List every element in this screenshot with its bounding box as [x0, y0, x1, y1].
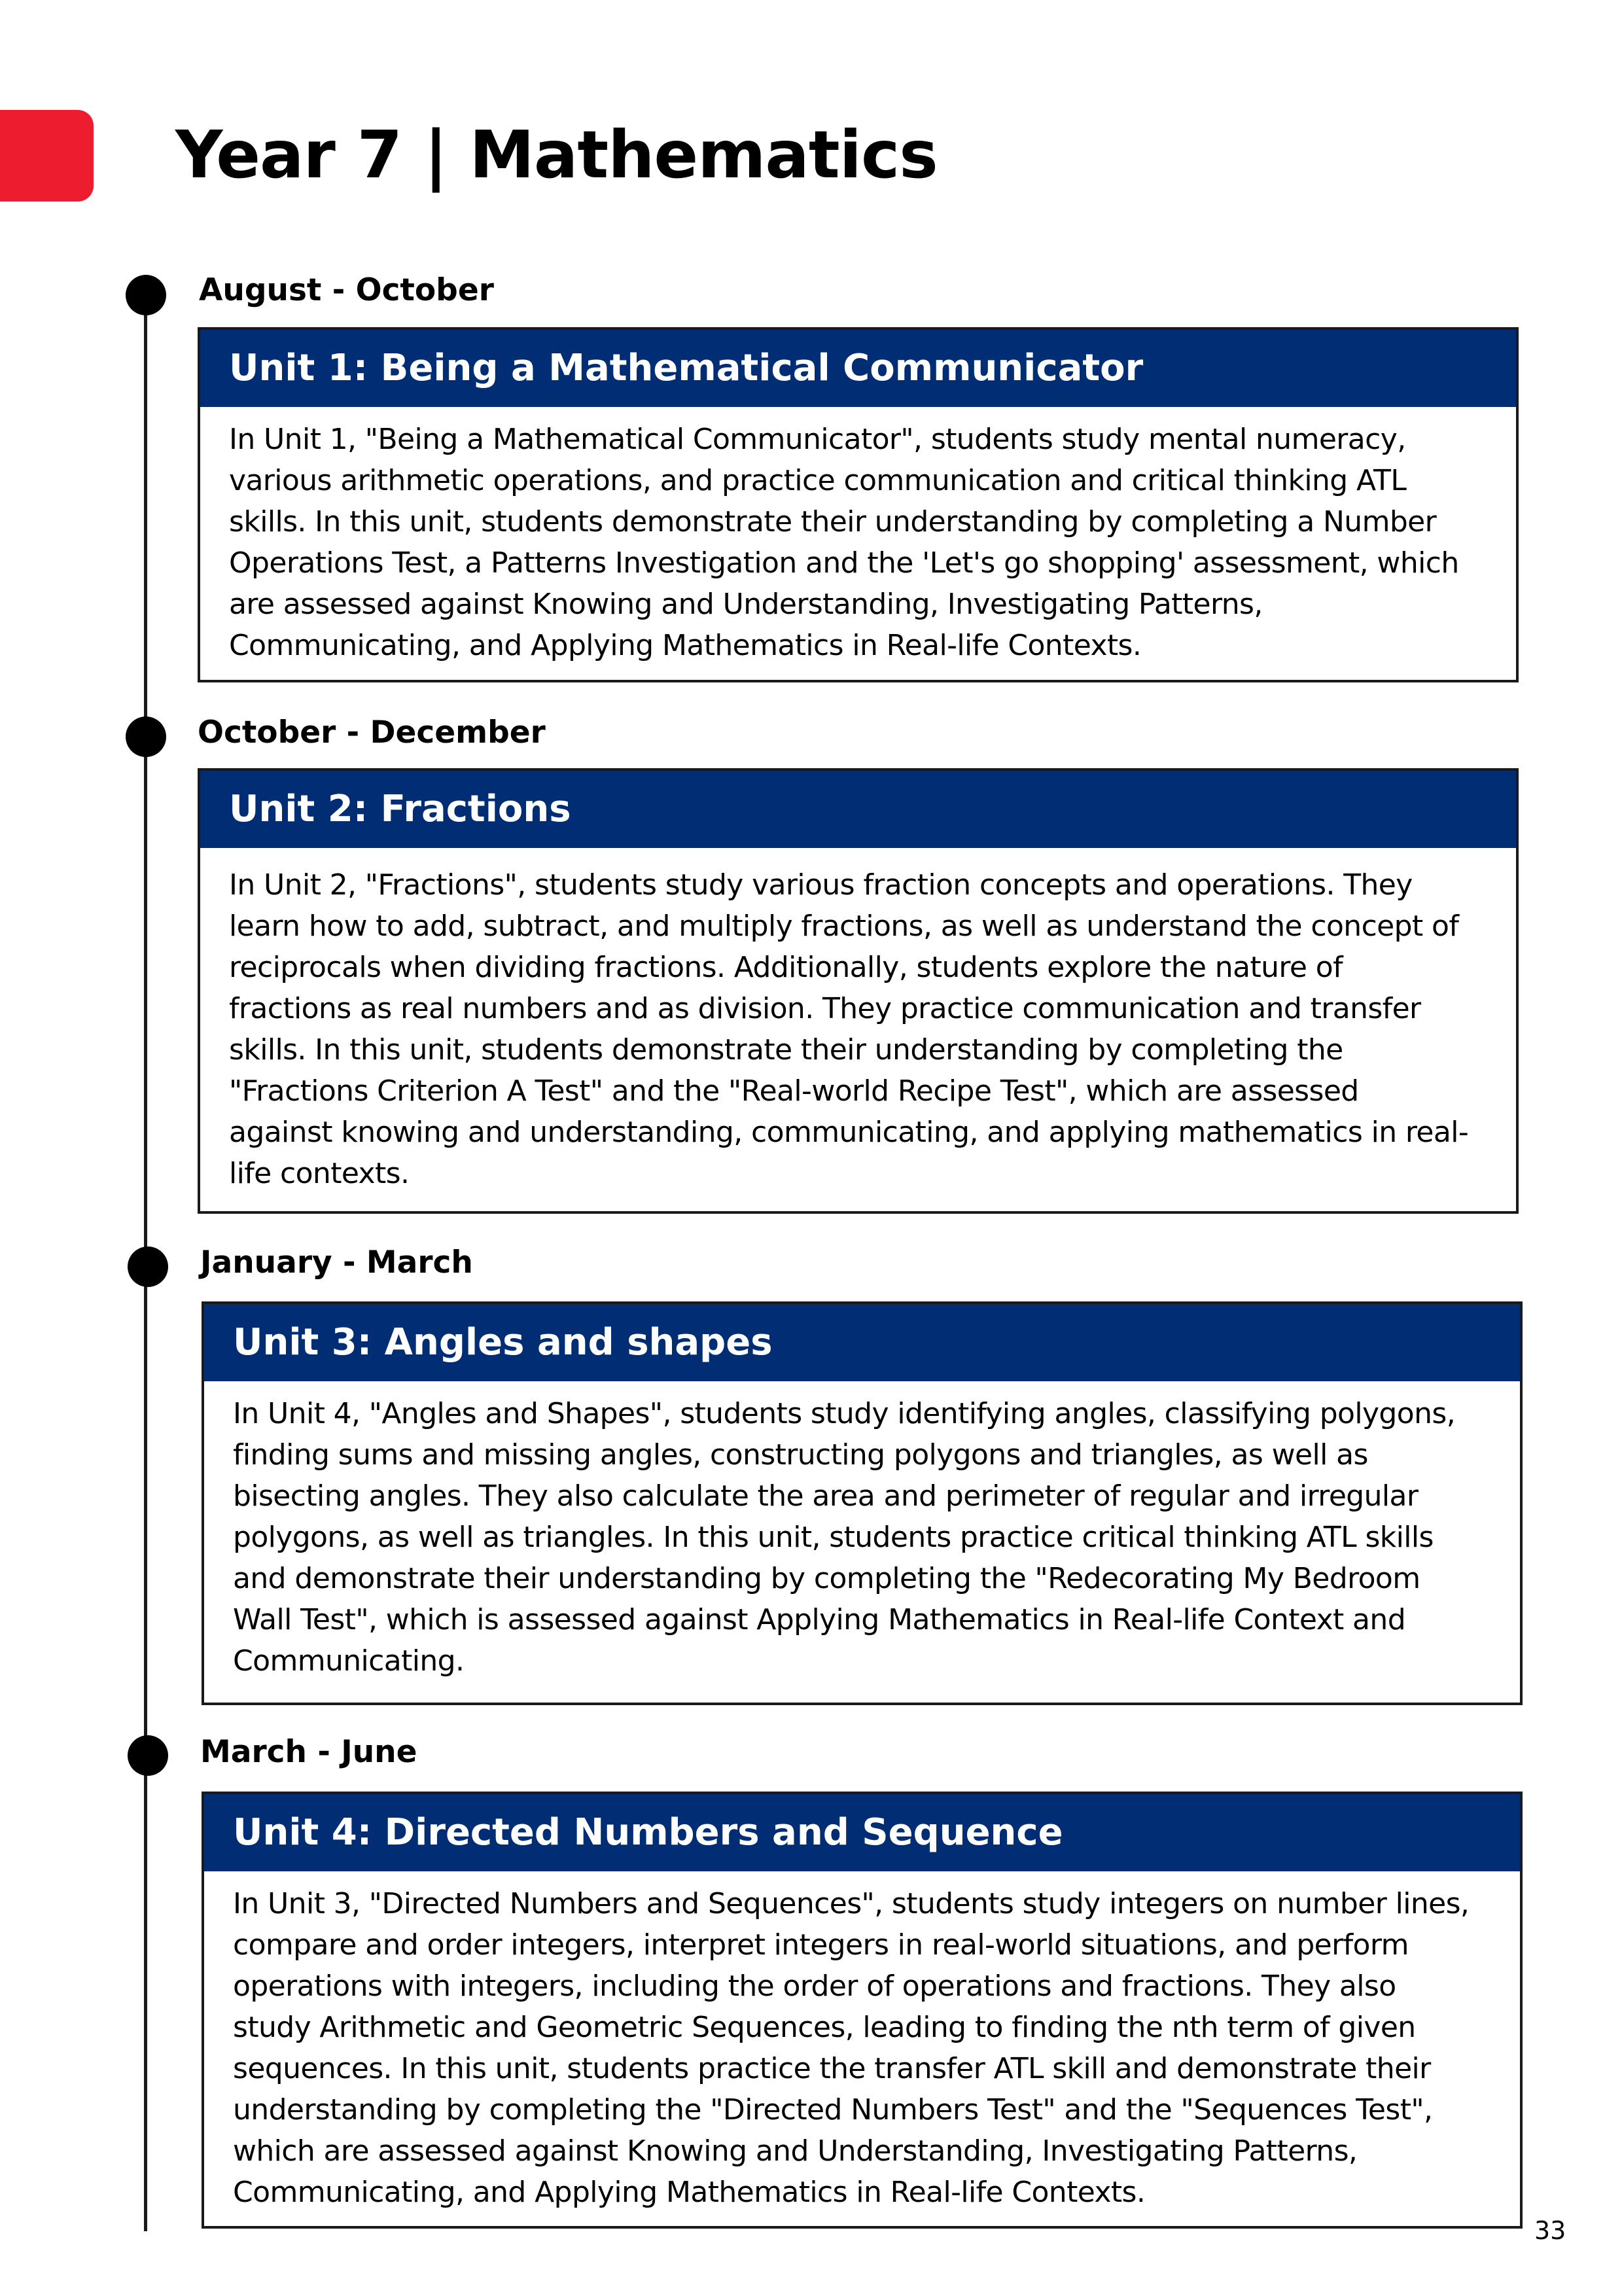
- unit-4-title: Unit 4: Directed Numbers and Sequence: [204, 1794, 1520, 1871]
- unit-1-title: Unit 1: Being a Mathematical Communicator: [200, 330, 1516, 407]
- unit-3-card: [202, 1301, 1523, 1705]
- unit-4-card: [202, 1792, 1523, 2229]
- unit-3-period: January - March: [200, 1245, 473, 1280]
- timeline-dot: [128, 1246, 168, 1287]
- unit-4-period: March - June: [200, 1734, 417, 1770]
- unit-2-title: Unit 2: Fractions: [200, 771, 1516, 848]
- timeline-dot: [126, 716, 166, 757]
- page-number: 33: [1534, 2216, 1566, 2245]
- timeline-dot: [128, 1735, 168, 1776]
- unit-1-period: August - October: [199, 272, 494, 308]
- unit-2-period: October - December: [198, 715, 546, 751]
- unit-3-description: In Unit 4, "Angles and Shapes", students study identifying angles, classifying polygons, finding sums and missing angles, constructing polygons and triangles, as well as bisecting angles. They also calculate the area and perimeter of regular and irregular polygons, as well as triangles. In this unit, students practice critical thinking ATL skills and demonstrate their understanding by completing the "Redecorating My Bedroom Wall Test", which is assessed against Applying Mathematics in Real-life Context and Communicating.: [233, 1397, 1456, 1678]
- timeline-dot: [126, 275, 166, 315]
- unit-4-description: In Unit 3, "Directed Numbers and Sequences", students study integers on number lines, compare and order integers, interpret integers in real-world situations, and perform operations with integers, including the order of operations and fractions. They also study Arithmetic and Geometric Sequences, leading to finding the nth term of given sequences. In this unit, students practice the transfer ATL skill and demonstrate their understanding by completing the "Directed Numbers Test" and the "Sequences Test", which are assessed against Knowing and Understanding, Investigating Patterns, Communicating, and Applying Mathematics in Real-life Contexts.: [233, 1887, 1470, 2209]
- unit-3-title: Unit 3: Angles and shapes: [204, 1304, 1520, 1381]
- unit-1-description: In Unit 1, "Being a Mathematical Communicator", students study mental numeracy, various arithmetic operations, and practice communication and critical thinking ATL skills. In this unit, students demonstrate their understanding by completing a Number Operations Test, a Patterns Investigation and the 'Let's go shopping' assessment, which are assessed against Knowing and Understanding, Investigating Patterns, Communicating, and Applying Mathematics in Real-life Contexts.: [229, 423, 1459, 662]
- unit-1-card: [198, 327, 1519, 682]
- unit-2-description: In Unit 2, "Fractions", students study various fraction concepts and operations. They learn how to add, subtract, and multiply fractions, as well as understand the concept of reciprocals when dividing fractions. Additionally, students explore the nature of fractions as real numbers and as division. They practice communication and transfer skills. In this unit, students demonstrate their understanding by completing the "Fractions Criterion A Test" and the "Real-world Recipe Test", which are assessed against knowing and understanding, communicating, and applying mathematics in real- life contexts.: [229, 868, 1469, 1190]
- red-accent-tab: [0, 110, 94, 202]
- unit-2-card: [198, 768, 1519, 1214]
- page-title: Year 7 | Mathematics: [175, 116, 938, 193]
